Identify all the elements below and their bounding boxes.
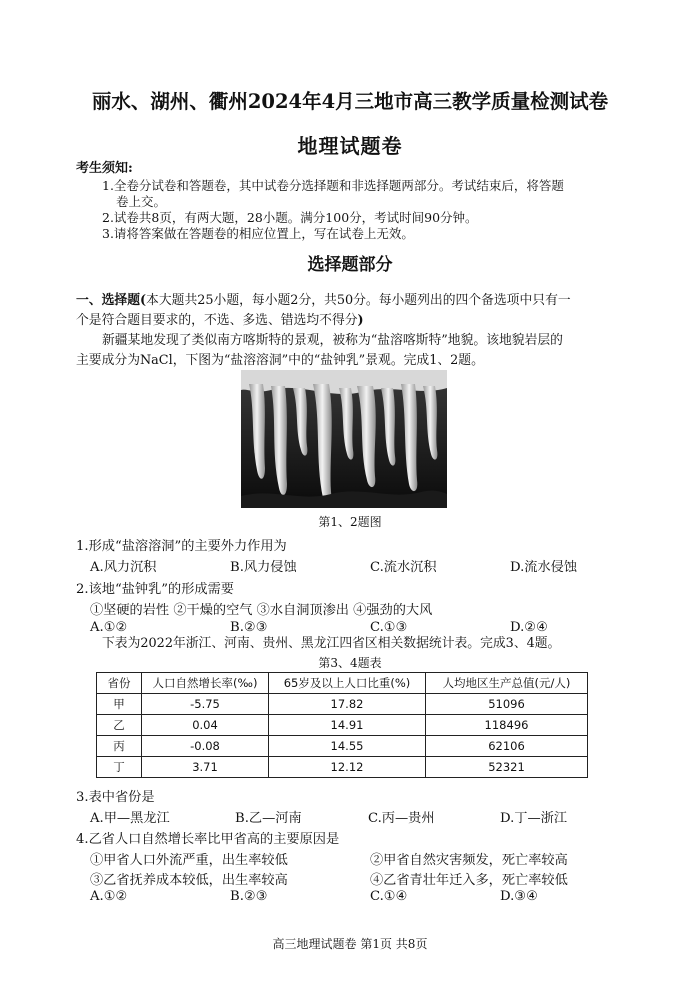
q4-option-c: C.①④: [370, 889, 408, 904]
notice-item-3: 3.请将答案做在答题卷的相应位置上，写在试卷上无效。: [102, 226, 414, 241]
q3-option-d: D.丁—浙江: [500, 811, 568, 826]
table-header-row: [97, 673, 588, 694]
table-row: [97, 757, 588, 778]
table-cell: 丁: [97, 757, 142, 778]
section-heading-bold: 一、选择题: [76, 293, 140, 308]
q3-stem: 3.表中省份是: [76, 790, 155, 805]
table-row: [97, 736, 588, 757]
q1-option-d: D.流水侵蚀: [510, 560, 578, 575]
table-cell: 51096: [426, 694, 588, 715]
table-header: 人口自然增长率(‰): [142, 673, 269, 694]
sub-title: 地理试题卷: [297, 134, 403, 158]
table-cell: 0.04: [142, 715, 269, 736]
q1-stem: 1.形成“盐溶溶洞”的主要外力作用为: [76, 539, 287, 554]
table-cell: -0.08: [142, 736, 269, 757]
q4-reason-3: ③乙省抚养成本较低，出生率较高: [90, 873, 288, 888]
section-heading-paren-open: (: [139, 293, 147, 308]
q4-reason-4: ④乙省青壮年迁入多，死亡率较低: [370, 873, 568, 888]
salt-stalactite-illustration: [241, 370, 447, 508]
notice-item-1: 1.全卷分试卷和答题卷，其中试卷分选择题和非选择题两部分。考试结束后，将答题: [102, 178, 564, 193]
table-cell: 17.82: [269, 694, 426, 715]
table-cell: 52321: [426, 757, 588, 778]
notice-heading: 考生须知:: [76, 161, 133, 176]
province-data-table: [96, 672, 588, 778]
section-heading-rest: 本大题共25小题，每小题2分，共50分。每小题列出的四个备选项中只有一: [146, 293, 571, 308]
section-heading-line2-text: 个是符合题目要求的，不选、多选、错选均不得分: [76, 313, 358, 328]
q2-option-d: D.②④: [510, 620, 548, 635]
q4-option-b: B.②③: [230, 889, 268, 904]
notice-item-1-cont: 卷上交。: [116, 194, 167, 209]
section-heading-paren-close: ): [357, 313, 364, 328]
figure-caption: 第1、2题图: [318, 515, 382, 529]
q3-option-a: A.甲—黑龙江: [90, 811, 170, 826]
table-row: [97, 694, 588, 715]
section-title: 选择题部分: [307, 255, 393, 275]
q2-conditions: ①坚硬的岩性 ②干燥的空气 ③水自洞顶渗出 ④强劲的大风: [90, 603, 433, 618]
q3-option-c: C.丙—贵州: [368, 811, 435, 826]
salt-stalactite-photo: [241, 370, 447, 508]
q2-stem: 2.该地“盐钟乳”的形成需要: [76, 582, 234, 597]
table-cell: 14.55: [269, 736, 426, 757]
q2-option-c: C.①③: [370, 620, 408, 635]
main-title: 丽水、湖州、衢州2024年4月三地市高三教学质量检测试卷: [91, 90, 609, 113]
page-footer: 高三地理试题卷 第1页 共8页: [272, 937, 428, 951]
table-cell: 3.71: [142, 757, 269, 778]
table-cell: 12.12: [269, 757, 426, 778]
table-cell: 14.91: [269, 715, 426, 736]
passage1-line2: 主要成分为NaCl，下图为“盐溶溶洞”中的“盐钟乳”景观。完成1、2题。: [76, 353, 484, 368]
q1-option-b: B.风力侵蚀: [230, 560, 297, 575]
q4-reason-2: ②甲省自然灾害频发，死亡率较高: [370, 853, 568, 868]
table-header: 人均地区生产总值(元/人): [426, 673, 588, 694]
notice-item-2: 2.试卷共8页，有两大题，28小题。满分100分，考试时间90分钟。: [102, 210, 478, 225]
section-heading-line2: [76, 311, 364, 331]
passage2-line1: 下表为2022年浙江、河南、贵州、黑龙江四省区相关数据统计表。完成3、4题。: [102, 636, 561, 651]
q4-stem: 4.乙省人口自然增长率比甲省高的主要原因是: [76, 832, 340, 847]
table-cell: 62106: [426, 736, 588, 757]
section-heading: [76, 291, 571, 311]
q1-option-c: C.流水沉积: [370, 560, 437, 575]
table-header: 65岁及以上人口比重(%): [269, 673, 426, 694]
table-cell: 丙: [97, 736, 142, 757]
q4-reason-1: ①甲省人口外流严重，出生率较低: [90, 853, 288, 868]
q1-option-a: A.风力沉积: [90, 560, 157, 575]
q3-option-b: B.乙—河南: [235, 811, 302, 826]
table-cell: 118496: [426, 715, 588, 736]
table-header: 省份: [97, 673, 142, 694]
table-cell: 乙: [97, 715, 142, 736]
q4-option-d: D.③④: [500, 889, 538, 904]
passage1-line1: 新疆某地发现了类似南方喀斯特的景观，被称为“盐溶喀斯特”地貌。该地貌岩层的: [102, 333, 563, 348]
table-cell: -5.75: [142, 694, 269, 715]
table-caption: 第3、4题表: [318, 656, 382, 670]
q2-option-b: B.②③: [230, 620, 268, 635]
table-row: [97, 715, 588, 736]
table-cell: 甲: [97, 694, 142, 715]
q4-option-a: A.①②: [90, 889, 128, 904]
q2-option-a: A.①②: [90, 620, 128, 635]
